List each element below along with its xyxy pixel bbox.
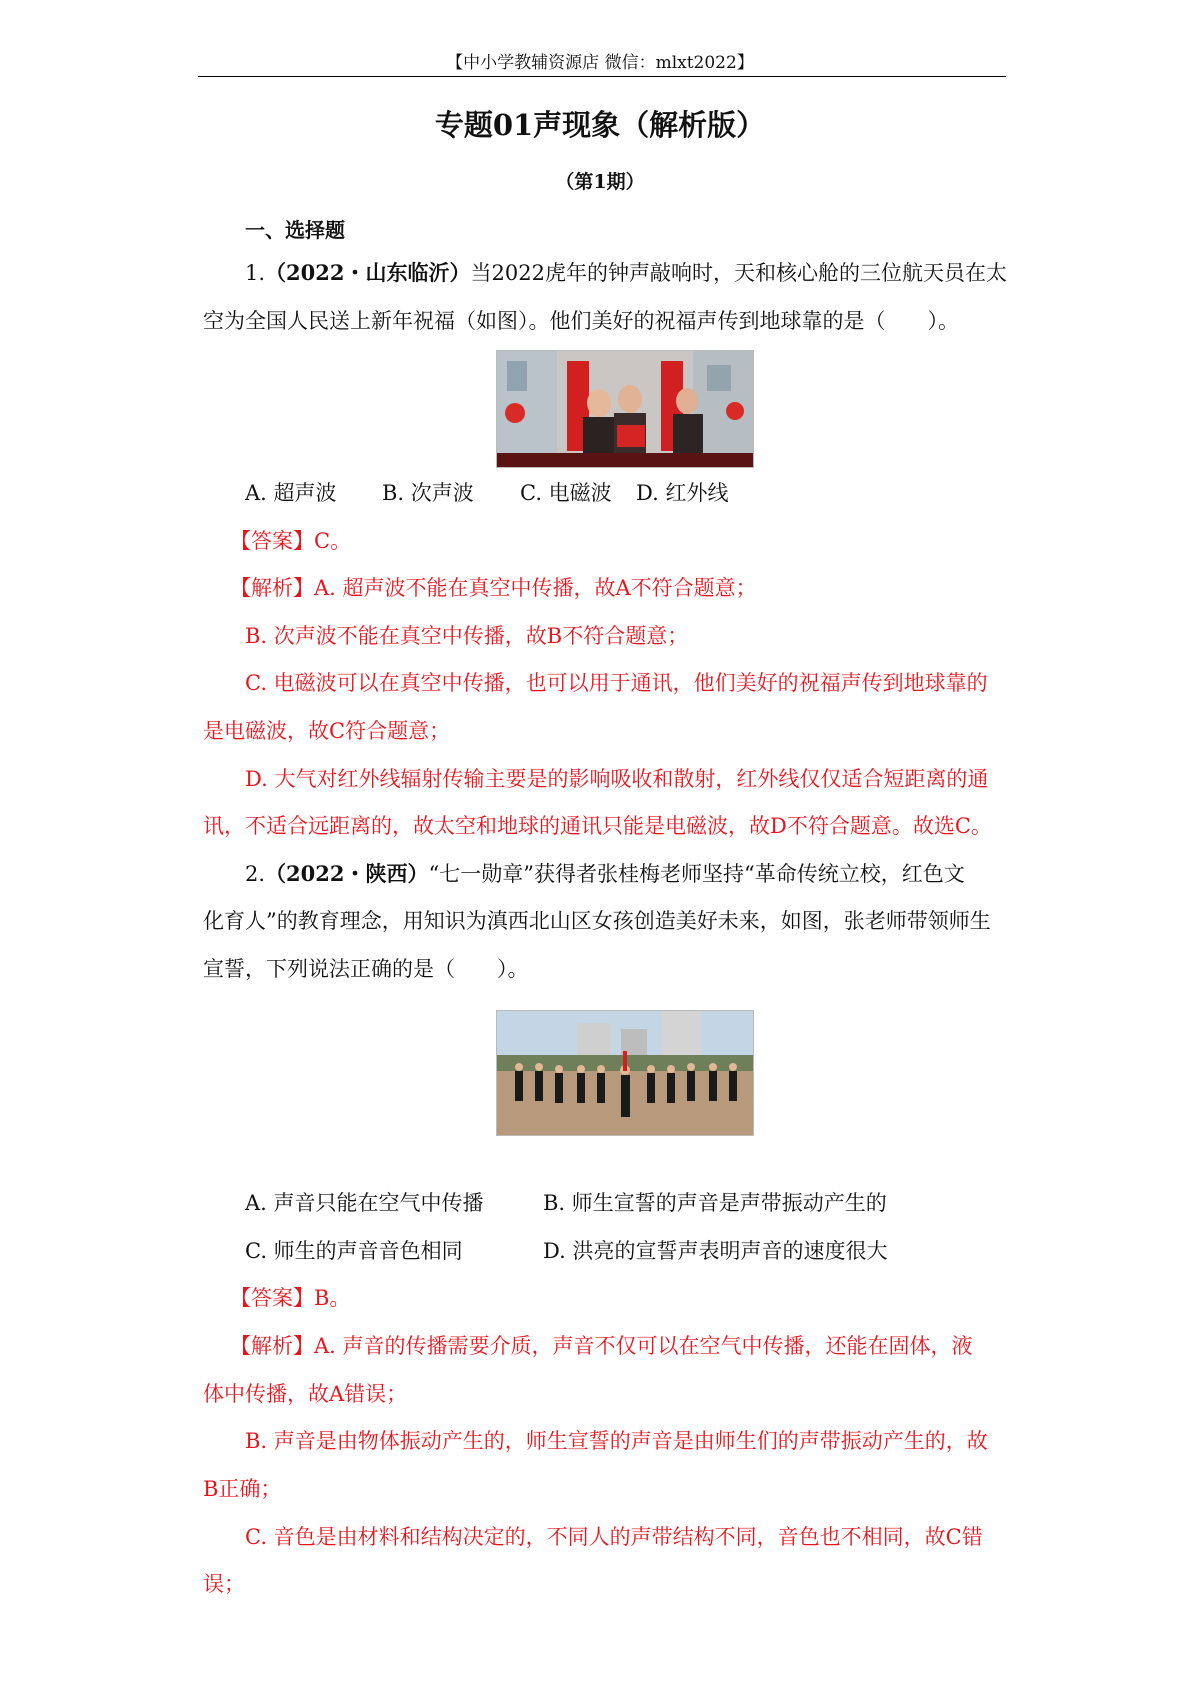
doc-title: 专题01声现象（解析版） — [434, 108, 766, 142]
q2-analysis-line3: B. 声音是由物体振动产生的，师生宣誓的声音是由师生们的声带振动产生的，故 — [245, 1429, 988, 1453]
analysis-tag: 【解析】 — [230, 1334, 314, 1358]
q2-analysis-line4: B正确； — [203, 1477, 282, 1501]
page-header: 【中小学教辅资源店 微信：mlxt2022】 — [446, 53, 754, 73]
q1-number: 1. — [245, 261, 266, 285]
q1-analysis-line5: D. 大气对红外线辐射传输主要是的影响吸收和散射，红外线仅仅适合短距离的通 — [245, 767, 989, 791]
q2-photo — [496, 1010, 754, 1136]
astronaut-photo-image — [497, 351, 753, 467]
q1-option-a: A. 超声波 — [245, 481, 337, 505]
q2-analysis-line2: 体中传播，故A错误； — [203, 1382, 408, 1406]
q2-stem-line1: 2.（2022・陕西）“七一勋章”获得者张桂梅老师坚持“革命传统立校，红色文 — [245, 861, 965, 886]
q1-option-b: B. 次声波 — [382, 481, 474, 505]
q2-option-d: D. 洪亮的宣誓声表明声音的速度很大 — [543, 1239, 888, 1263]
q2-analysis-line1: 【解析】A. 声音的传播需要介质，声音不仅可以在空气中传播，还能在固体，液 — [230, 1334, 973, 1358]
q1-option-d: D. 红外线 — [636, 481, 729, 505]
q1-analysis-line3: C. 电磁波可以在真空中传播，也可以用于通讯，他们美好的祝福声传到地球靠的 — [245, 671, 988, 695]
q1-analysis-line4: 是电磁波，故C符合题意； — [203, 719, 451, 743]
q2-analysis-line6: 误； — [203, 1572, 245, 1596]
q1-stem-line2: 空为全国人民送上新年祝福（如图）。他们美好的祝福声传到地球靠的是（ ）。 — [203, 309, 959, 333]
q2-number: 2. — [245, 862, 266, 886]
q1-answer: 【答案】C。 — [230, 529, 352, 553]
q2-answer: 【答案】B。 — [230, 1286, 351, 1310]
header-rule — [198, 76, 1006, 77]
q1-analysis-line1: 【解析】A. 超声波不能在真空中传播，故A不符合题意； — [230, 576, 757, 600]
q2-stem-line3: 宣誓，下列说法正确的是（ ）。 — [203, 957, 529, 981]
q2-analysis-line5: C. 音色是由材料和结构决定的，不同人的声带结构不同，音色也不相同，故C错 — [245, 1525, 983, 1549]
answer-tag: 【答案】 — [230, 529, 314, 553]
analysis-tag: 【解析】 — [230, 576, 314, 600]
q1-analysis-line2: B. 次声波不能在真空中传播，故B不符合题意； — [245, 624, 689, 648]
q2-option-c: C. 师生的声音音色相同 — [245, 1239, 463, 1263]
q2-option-a: A. 声音只能在空气中传播 — [245, 1191, 484, 1215]
section-heading: 一、选择题 — [245, 218, 345, 242]
answer-tag: 【答案】 — [230, 1286, 314, 1310]
q2-source: （2022・陕西） — [265, 861, 429, 886]
q1-photo — [496, 350, 754, 468]
q1-analysis-line6: 讯，不适合远距离的，故太空和地球的通讯只能是电磁波，故D不符合题意。故选C。 — [203, 814, 992, 838]
oath-ceremony-image — [497, 1011, 753, 1135]
q1-option-c: C. 电磁波 — [520, 481, 612, 505]
q2-stem-line2: 化育人”的教育理念，用知识为滇西北山区女孩创造美好未来，如图，张老师带领师生 — [203, 909, 991, 933]
issue-label: （第1期） — [555, 171, 645, 193]
q2-option-b: B. 师生宣誓的声音是声带振动产生的 — [543, 1191, 887, 1215]
q1-source: （2022・山东临沂） — [265, 260, 471, 285]
q1-stem-line1: 1.（2022・山东临沂）当2022虎年的钟声敲响时，天和核心舱的三位航天员在太 — [245, 260, 1007, 285]
